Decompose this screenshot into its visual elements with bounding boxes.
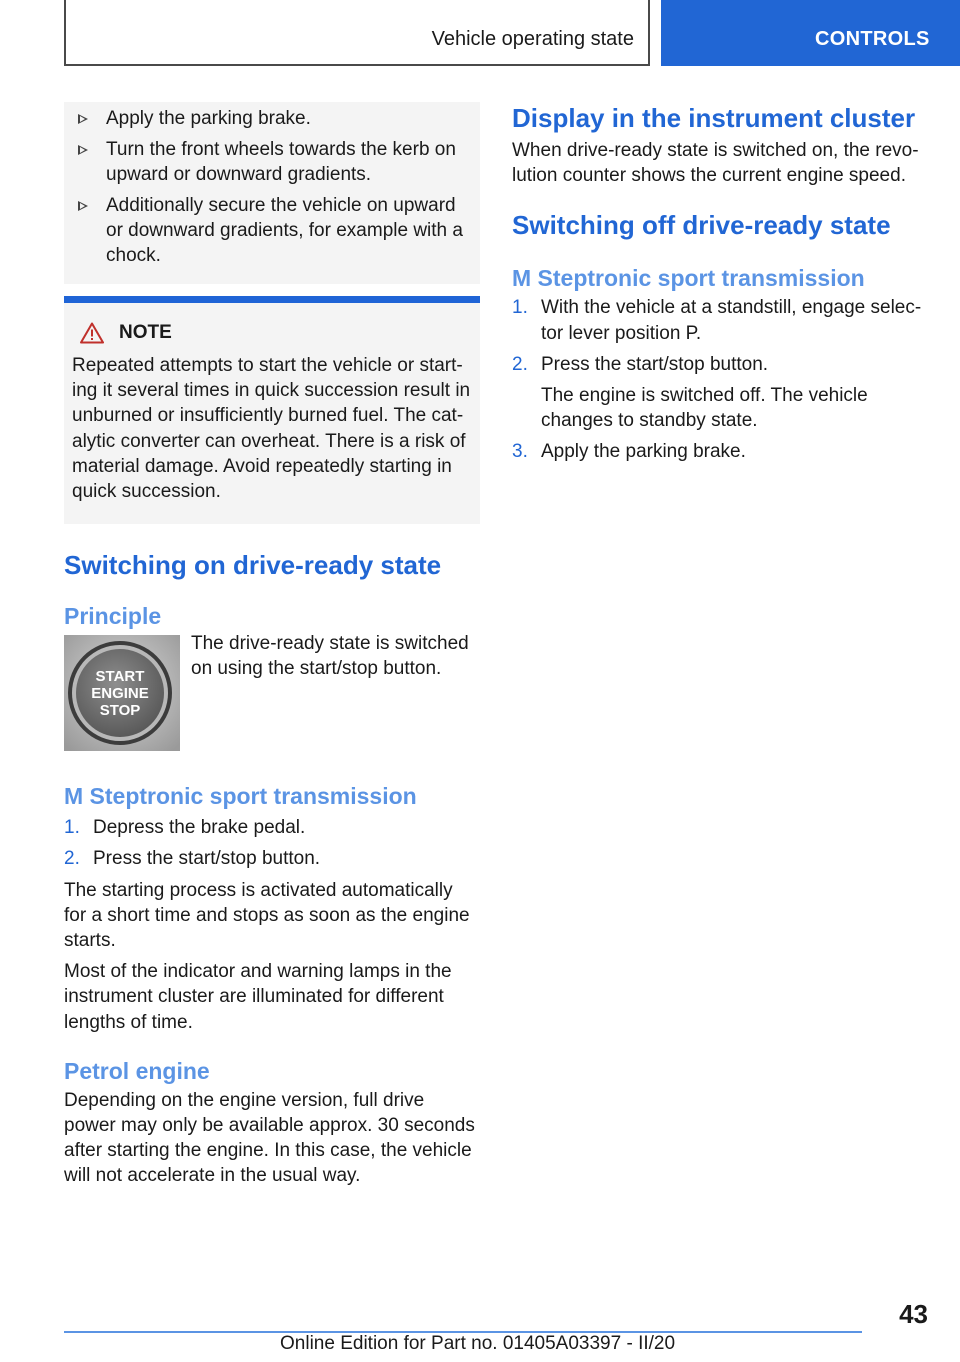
m-steptronic-heading: M Steptronic sport transmission [64,783,417,810]
header-section-label: CONTROLS [815,28,930,50]
m-steptronic-heading-right: M Steptronic sport transmission [512,265,865,292]
header-title: Vehicle operating state [431,28,634,50]
list-item: 2. Press the start/stop button. The engine is switched off. The vehicle changes to standby state. [512,352,928,434]
parking-checklist [64,102,480,284]
switching-on-heading: Switching on drive-ready state [64,550,442,581]
list-item: 3. Apply the parking brake. [512,441,746,463]
step-result-text: The engine is switched off. The vehicle changes to standby state. [541,385,868,432]
start-stop-button-image [64,635,180,751]
left-column [64,102,480,1189]
triangle-bullet-icon [78,114,88,124]
page-number: 43 [899,1299,928,1329]
principle-text: The drive-ready state is switched on using the start/stop button. [191,633,469,680]
header-section-tab[interactable] [661,0,960,66]
display-heading: Display in the instrument cluster [512,103,916,133]
starting-process-text: The starting process is activated automatically for a short time and stops as soon as the engine starts. [64,879,470,952]
button-text-engine: ENGINE [91,685,149,703]
list-item: Turn the front wheels towards the kerb on upward or downward gradients. [78,137,468,187]
list-item: Apply the parking brake. [78,106,468,131]
petrol-engine-text: Depending on the engine version, full drive power may only be available approx. 30 seconds after starting the engine. In this case, the vehicle will not accelerate in the usual way. [64,1089,475,1187]
triangle-bullet-icon [78,201,88,211]
button-text-start: START [95,668,145,686]
button-text-stop: STOP [99,702,141,720]
note-label: NOTE [119,322,172,343]
note-box [64,296,480,524]
petrol-engine-heading: Petrol engine [64,1057,210,1084]
principle-row [64,635,480,751]
right-column [512,102,928,465]
switching-off-heading: Switching off drive-ready state [512,210,891,241]
footer-edition: Online Edition for Part no. 01405A03397 - II/20 [280,1333,676,1354]
display-text: When drive-ready state is switched on, the revolution counter shows the current engine speed. [512,140,919,187]
note-header [80,319,472,347]
indicator-lamps-text: Most of the indicator and warning lamps in the instrument cluster are illuminated for different lengths of time. [64,961,452,1033]
warning-triangle-icon [80,322,104,344]
list-item: 1. Depress the brake pedal. [64,817,306,839]
note-text: Repeated attempts to start the vehicle or starting it several times in quick succession result in unburned or insufficiently burned fuel. The catalytic converter can overheat. There is a risk of material damage. Avoid repeatedly starting in quick succession. [72,355,471,503]
list-item: 1. With the vehicle at a standstill, engage selector lever position P. [512,297,922,344]
list-item: 2. Press the start/stop button. [64,848,321,870]
header-title-box [64,0,650,66]
principle-heading: Principle [64,603,162,630]
list-item: Additionally secure the vehicle on upward or downward gradients, for example with a chock. [78,193,468,268]
triangle-bullet-icon [78,145,88,155]
